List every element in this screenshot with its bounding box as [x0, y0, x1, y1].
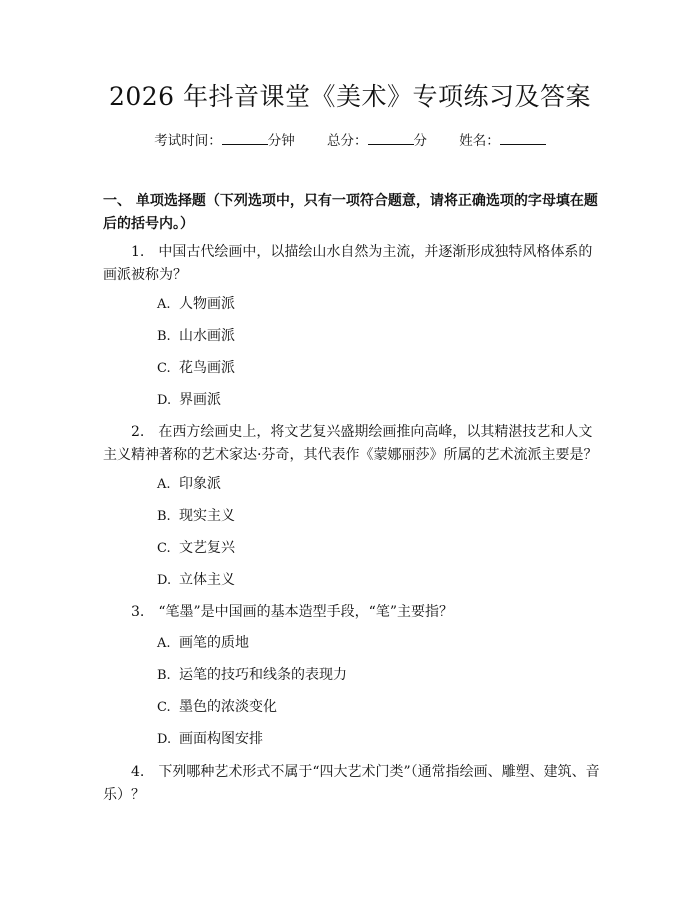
- option-2c[interactable]: [157, 538, 235, 559]
- option-letter: C.: [157, 700, 171, 715]
- exam-time-label: 考试时间：: [154, 133, 222, 149]
- option-text: 印象派: [179, 476, 221, 492]
- option-text: 文艺复兴: [179, 540, 235, 556]
- option-letter: D.: [157, 393, 172, 408]
- score-field: [327, 130, 427, 151]
- section-heading: 一、 单项选择题（下列选项中，只有一项符合题意，请将正确选项的字母填在题后的括号内。）: [103, 193, 598, 232]
- option-2d[interactable]: [157, 570, 235, 591]
- option-3a[interactable]: [157, 633, 249, 654]
- exam-time-field: [154, 130, 295, 151]
- exam-time-blank[interactable]: [222, 130, 268, 145]
- option-3b[interactable]: [157, 665, 347, 686]
- option-text: 人物画派: [179, 296, 235, 312]
- question-text: 下列哪种艺术形式不属于“四大艺术门类”（通常指绘画、雕塑、建筑、音乐）？: [103, 764, 600, 803]
- option-3c[interactable]: [157, 697, 277, 718]
- name-blank[interactable]: [500, 130, 546, 145]
- option-letter: A.: [157, 477, 171, 492]
- option-text: 立体主义: [179, 572, 235, 588]
- score-blank[interactable]: [368, 130, 414, 145]
- option-text: 界画派: [179, 392, 221, 408]
- name-field: [459, 130, 546, 151]
- option-text: 运笔的技巧和线条的表现力: [179, 667, 347, 683]
- question-2: [103, 421, 603, 467]
- option-1d[interactable]: [157, 390, 221, 411]
- option-2a[interactable]: [157, 474, 221, 495]
- option-letter: D.: [157, 573, 172, 588]
- name-label: 姓名：: [459, 133, 500, 149]
- question-number: 2.: [131, 424, 145, 440]
- question-text: 中国古代绘画中，以描绘山水自然为主流，并逐渐形成独特风格体系的画派被称为？: [103, 244, 593, 283]
- question-text: 在西方绘画史上，将文艺复兴盛期绘画推向高峰，以其精湛技艺和人文主义精神著称的艺术家达·芬奇，其代表作《蒙娜丽莎》所属的艺术流派主要是？: [103, 424, 598, 463]
- option-text: 画笔的质地: [179, 635, 249, 651]
- option-letter: B.: [157, 509, 171, 524]
- option-text: 山水画派: [179, 328, 235, 344]
- option-letter: A.: [157, 636, 171, 651]
- option-letter: A.: [157, 297, 171, 312]
- question-number: 1.: [131, 244, 145, 260]
- option-2b[interactable]: [157, 506, 235, 527]
- option-text: 墨色的浓淡变化: [179, 699, 277, 715]
- option-text: 花鸟画派: [179, 360, 235, 376]
- option-1b[interactable]: [157, 326, 235, 347]
- exam-info-row: [0, 130, 700, 151]
- page-title: 2026 年抖音课堂《美术》专项练习及答案: [108, 82, 592, 111]
- exam-time-unit: 分钟: [267, 133, 295, 149]
- question-4: [103, 761, 603, 807]
- option-letter: C.: [157, 361, 171, 376]
- option-letter: B.: [157, 329, 171, 344]
- question-number: 4.: [131, 764, 145, 780]
- option-letter: C.: [157, 541, 171, 556]
- question-text: “笔墨”是中国画的基本造型手段，“笔”主要指？: [158, 604, 453, 620]
- option-3d[interactable]: [157, 729, 263, 750]
- option-text: 画面构图安排: [179, 731, 263, 747]
- option-letter: B.: [157, 668, 171, 683]
- option-letter: D.: [157, 732, 172, 747]
- option-text: 现实主义: [179, 508, 235, 524]
- question-3: [103, 601, 603, 624]
- question-1: [103, 241, 603, 287]
- option-1c[interactable]: [157, 358, 235, 379]
- option-1a[interactable]: [157, 294, 235, 315]
- score-label: 总分：: [327, 133, 368, 149]
- question-number: 3.: [131, 604, 145, 620]
- score-unit: 分: [413, 133, 427, 149]
